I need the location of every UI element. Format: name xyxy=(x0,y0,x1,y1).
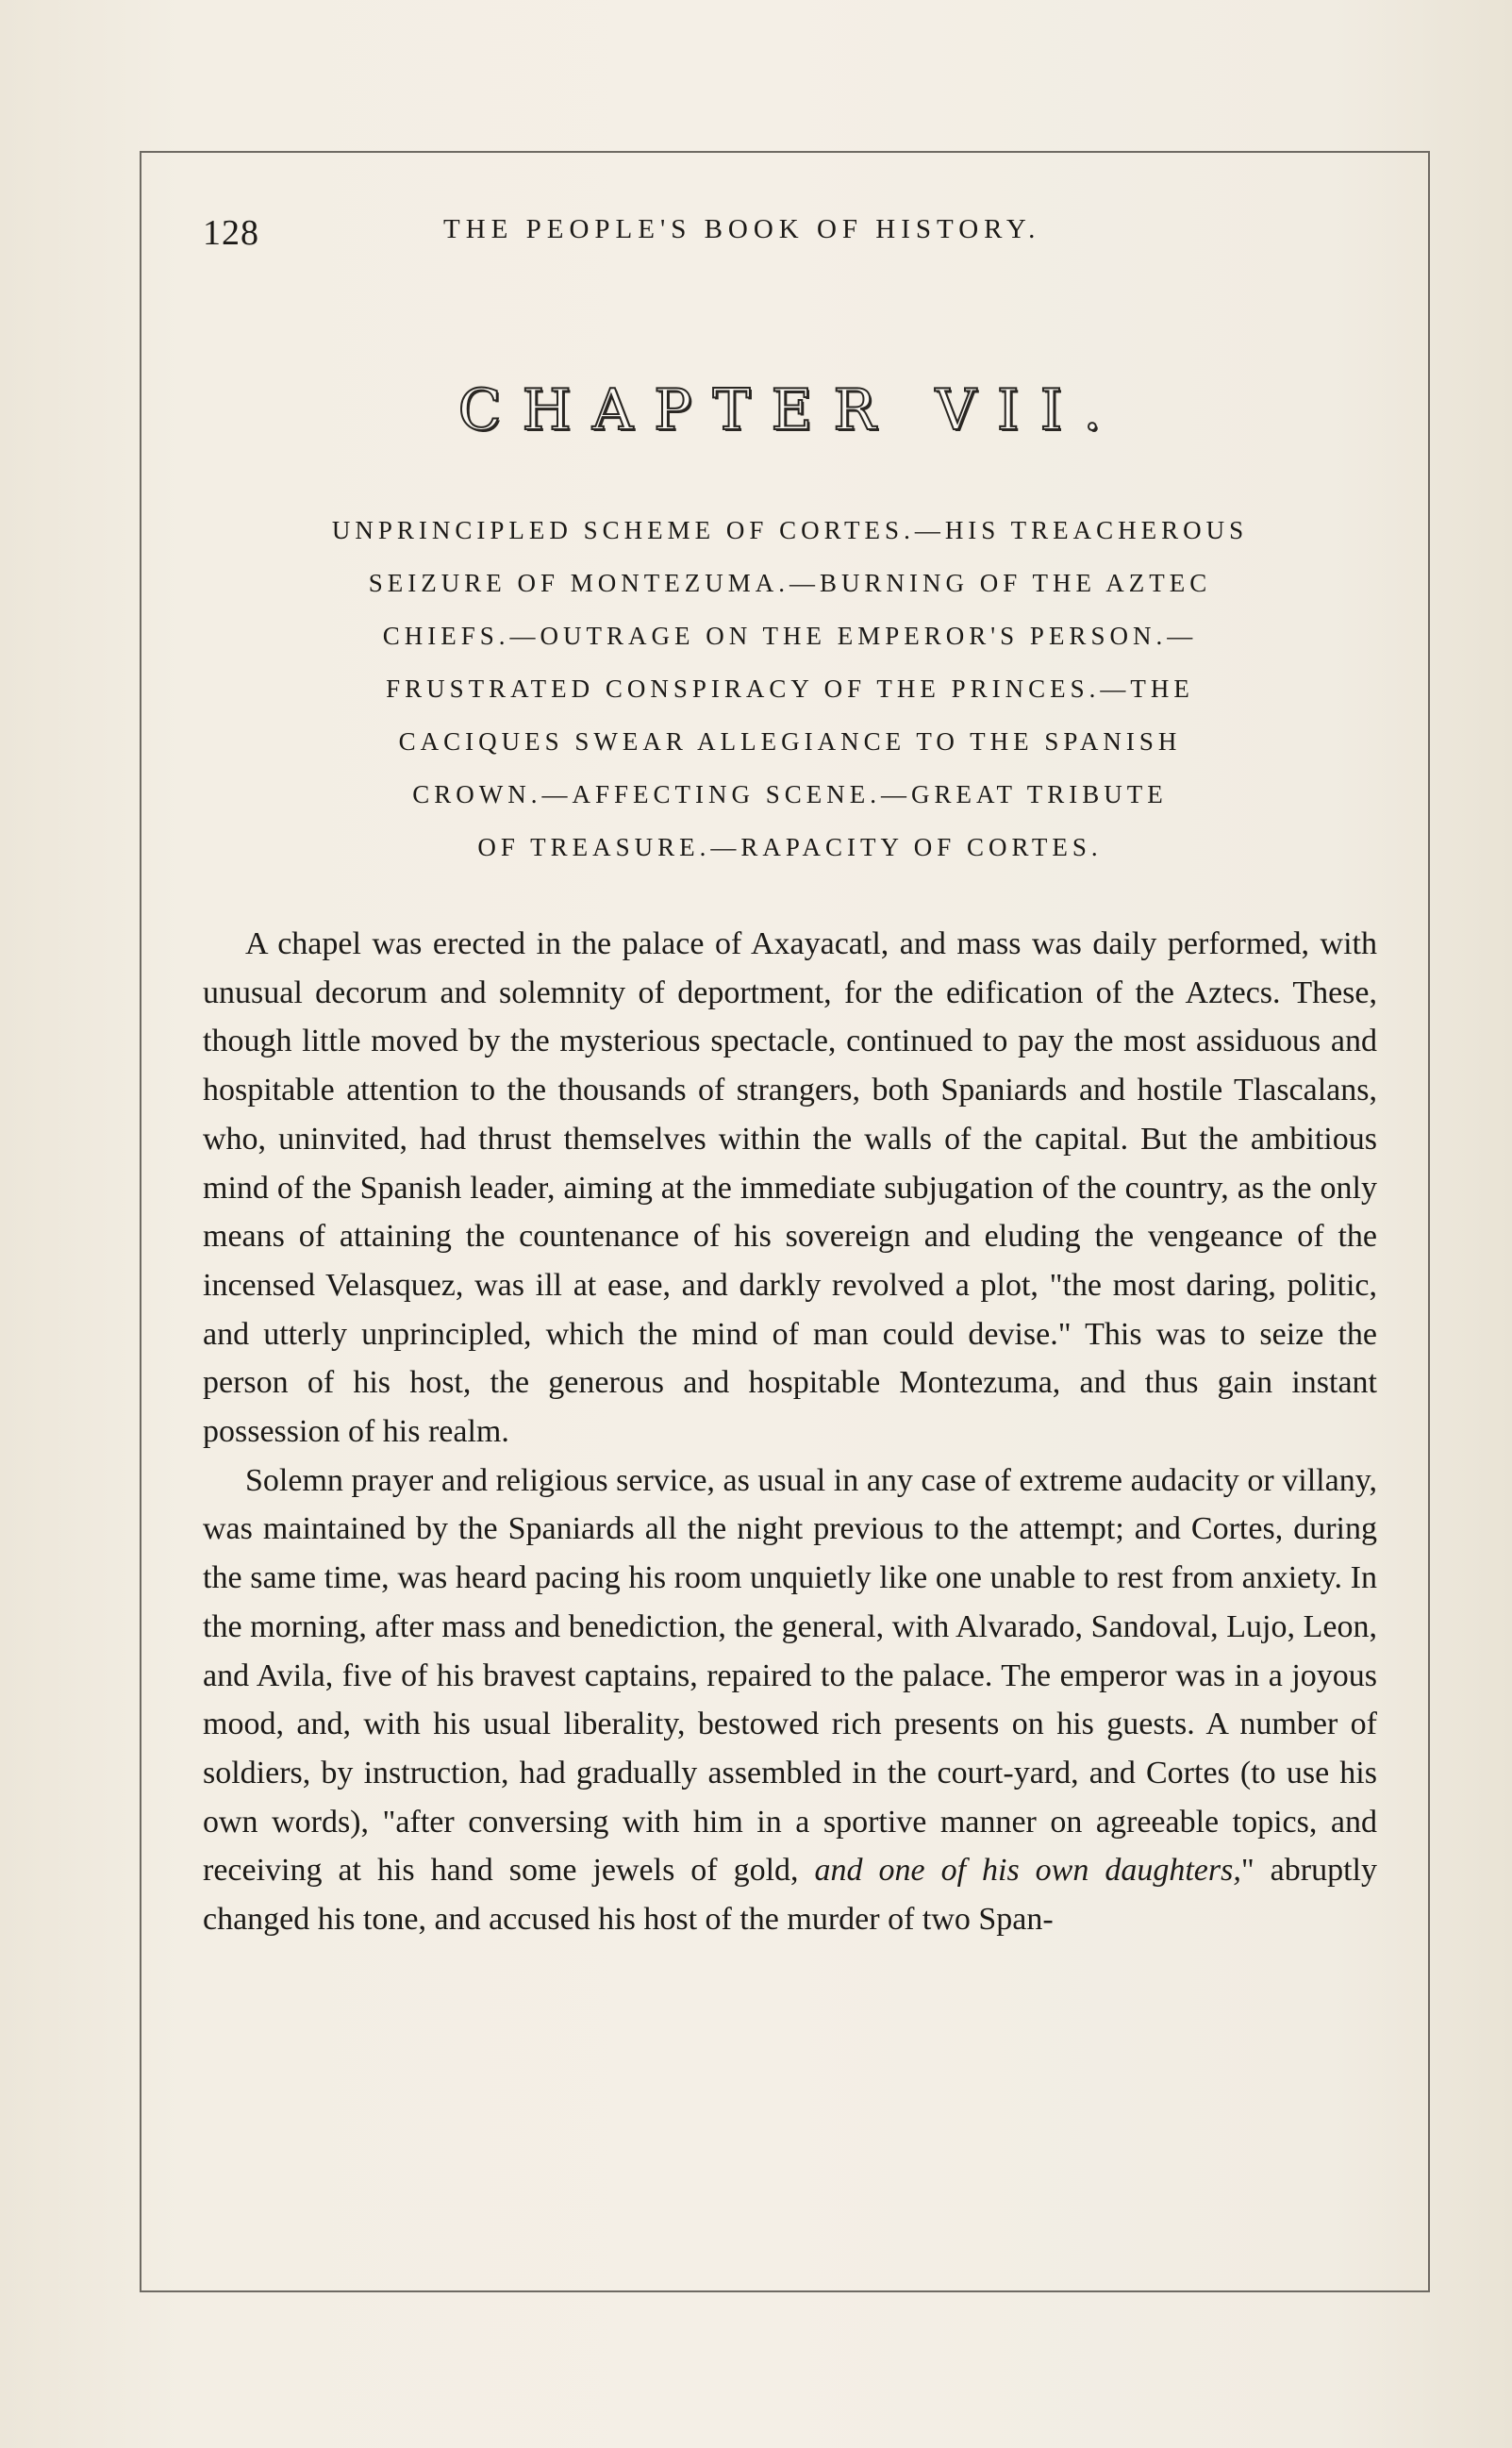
summary-line: CACIQUES SWEAR ALLEGIANCE TO THE SPANISH xyxy=(398,727,1182,756)
summary-line: FRUSTRATED CONSPIRACY OF THE PRINCES.—THE xyxy=(386,674,1194,703)
italic-phrase: and one of his own daughters, xyxy=(814,1853,1241,1889)
summary-line: CHIEFS.—OUTRAGE ON THE EMPEROR'S PERSON.— xyxy=(382,622,1198,650)
paragraph-text: " abruptly changed his tone, and accused his host of the murder of two Span- xyxy=(203,1853,1377,1938)
page-header xyxy=(203,203,1377,259)
body-text xyxy=(203,920,1377,1944)
paragraph: A chapel was erected in the palace of Axayacatl, and mass was daily performed, with unusual decorum and solemnity of deportment, for the edification of the Aztecs. These, though little moved by the mysterious spectacle, continued to pay the most assiduous and hospitable attention to the thousands of strangers, both Spaniards and hostile Tlascalans, who, uninvited, had thrust themselves within the walls of the capital. But the ambitious mind of the Spanish leader, aiming at the immediate subjugation of the country, as the only means of attaining the countenance of his sovereign and eluding the vengeance of the incensed Velasquez, was ill at ease, and darkly revolved a plot, "the most daring, politic, and utterly unprincipled, which the mind of man could devise." This was to seize the person of his host, the generous and hospitable Montezuma, and thus gain instant possession of his realm. xyxy=(203,926,1377,1450)
running-head: THE PEOPLE'S BOOK OF HISTORY. xyxy=(443,214,1041,244)
paragraph-text: Solemn prayer and religious service, as usual in any case of extreme audacity or villany, was maintained by the Spaniards all the night previous to the attempt; and Cortes, during the same time, was heard pacing his room unquietly like one unable to rest from anxiety. In the morning, after mass and benediction, the general, with Alvarado, Sandoval, Lujo, Leon, and Avila, five of his bravest captains, repaired to the palace. The emperor was in a joyous mood, and, with his usual liberality, bestowed rich presents on his guests. A number of soldiers, by instruction, had gradually assembled in the court-yard, and Cortes (to use his own words), "after conversing with him in a sportive manner on agreeable topics, and receiving at his hand some jewels of gold, xyxy=(203,1462,1377,1889)
summary-line: UNPRINCIPLED SCHEME OF CORTES.—HIS TREACHEROUS xyxy=(331,516,1249,544)
paragraph xyxy=(203,1457,1377,1944)
chapter-summary xyxy=(203,504,1377,874)
summary-line: CROWN.—AFFECTING SCENE.—GREAT TRIBUTE xyxy=(412,780,1168,808)
summary-line: OF TREASURE.—RAPACITY OF CORTES. xyxy=(477,833,1103,861)
chapter-title: CHAPTER VII. xyxy=(457,377,1122,443)
summary-line: SEIZURE OF MONTEZUMA.—BURNING OF THE AZTEC xyxy=(368,569,1212,597)
page-number: 128 xyxy=(203,213,259,253)
